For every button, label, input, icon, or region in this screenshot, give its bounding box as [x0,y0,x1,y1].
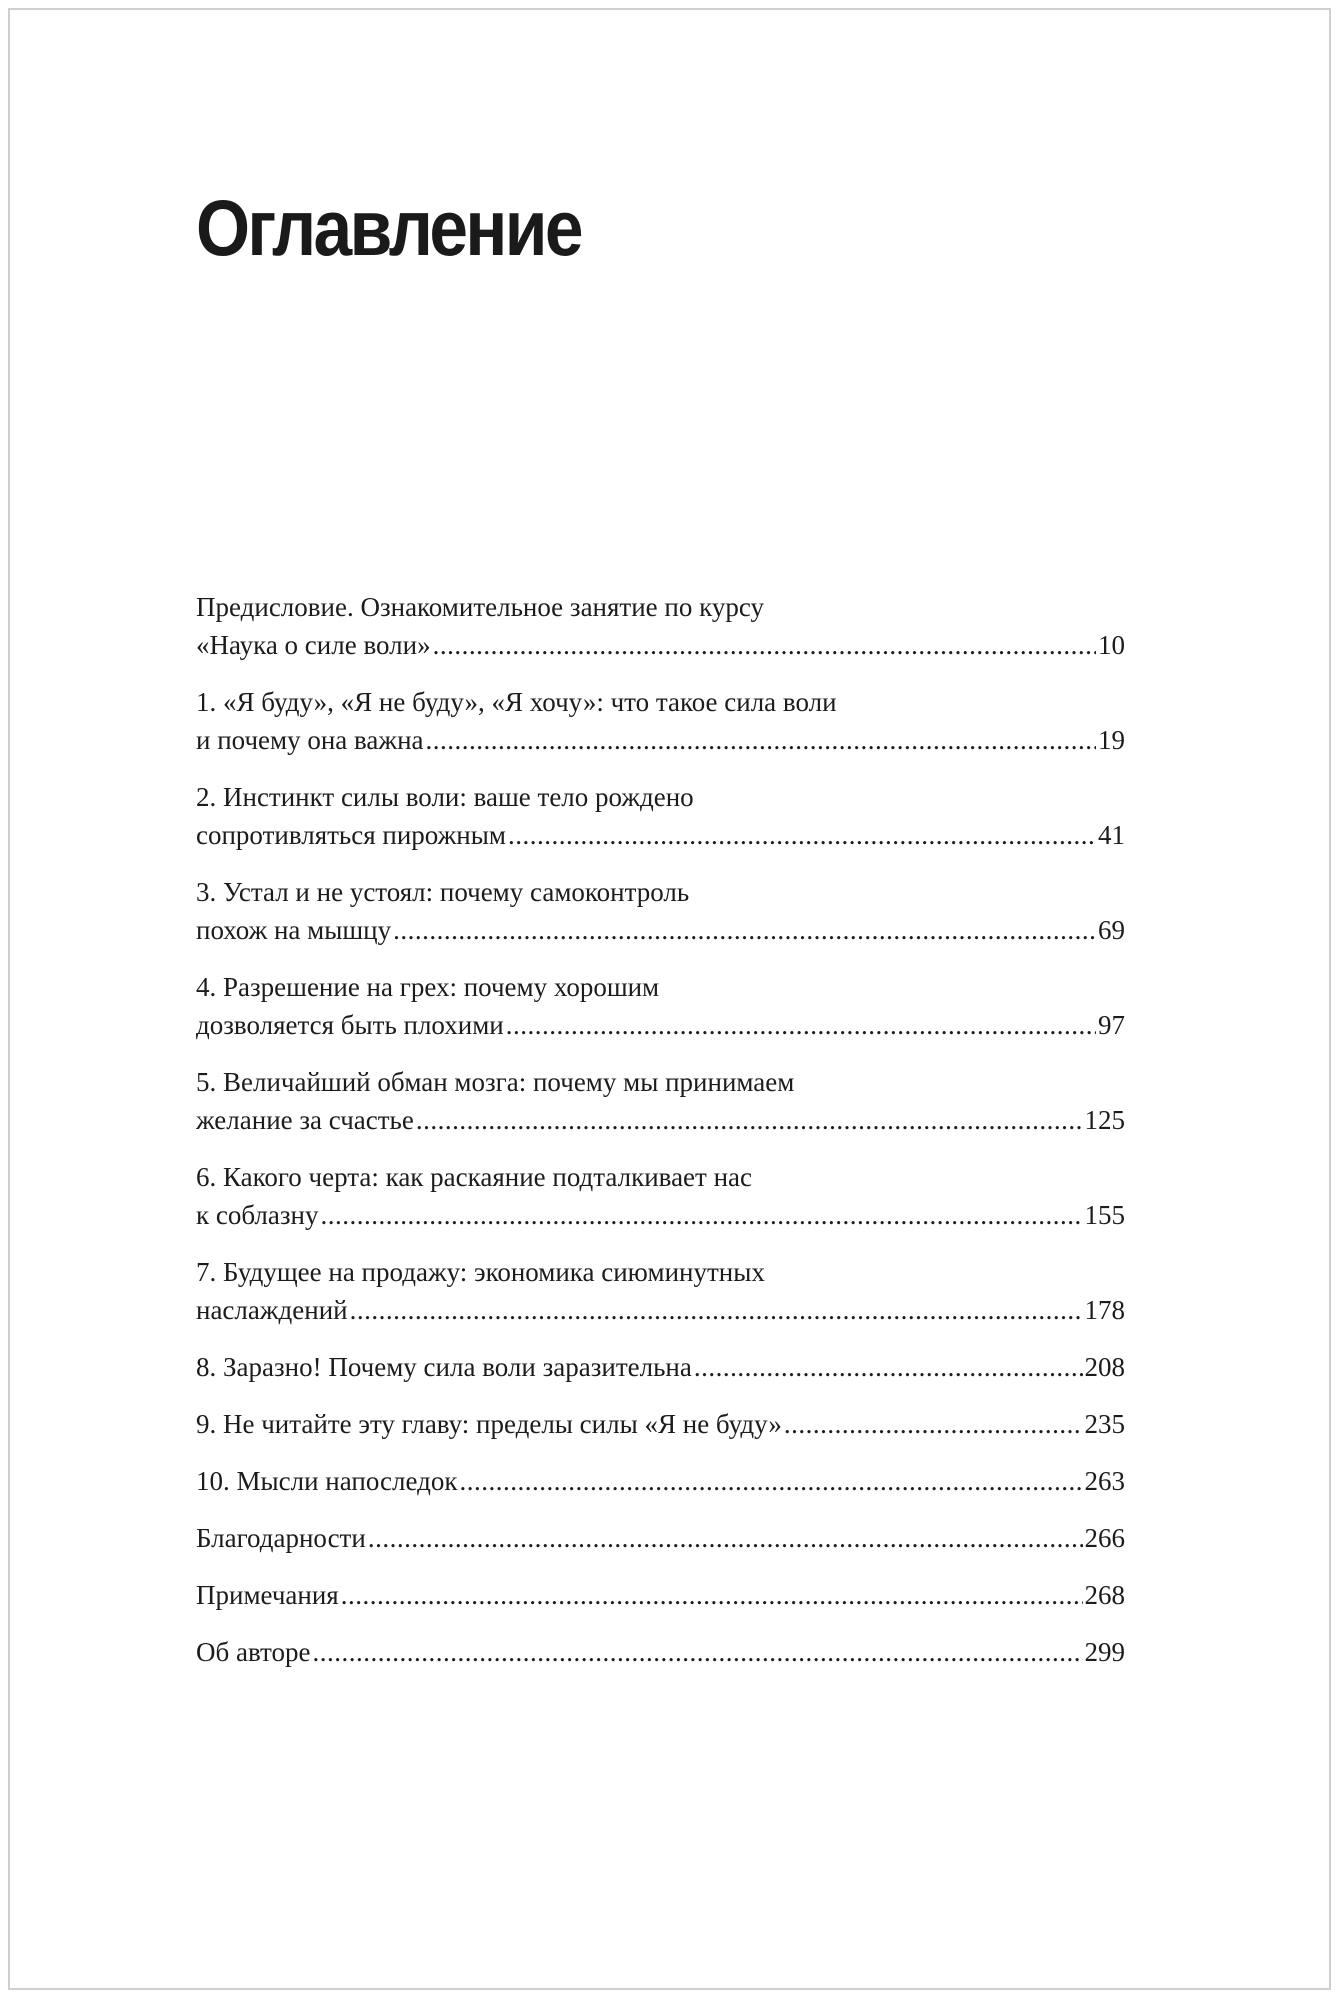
dot-leader [508,816,1096,854]
entry-text-first-line: 5. Величайший обман мозга: почему мы принимаем [196,1067,795,1097]
entry-text-last-line: Об авторе [196,1637,311,1667]
entry-leader-line [196,1462,1125,1500]
dot-leader [784,1405,1083,1443]
entry-leader-line [196,626,1125,664]
entry-text-last-line: наслаждений [196,1295,348,1325]
entry-leader-line [196,816,1125,854]
entry-text-first-line: 7. Будущее на продажу: экономика сиюминутных [196,1257,765,1287]
page-number: 125 [1084,1105,1125,1135]
page-number: 10 [1098,630,1125,660]
entry-leader-line [196,1291,1125,1329]
dot-leader [694,1348,1083,1386]
dot-leader [312,1633,1082,1671]
toc-list [196,588,1125,1690]
dot-leader [393,911,1096,949]
toc-entry-chapter-4[interactable] [196,968,1125,1044]
toc-entry-about-author[interactable] [196,1633,1125,1671]
toc-entry-chapter-1[interactable] [196,683,1125,759]
page-number: 155 [1084,1200,1125,1230]
entry-leader-line [196,1576,1125,1614]
dot-leader [350,1291,1083,1329]
page-number: 178 [1084,1295,1125,1325]
page-number: 97 [1098,1010,1125,1040]
toc-entry-chapter-6[interactable] [196,1158,1125,1234]
toc-entry-acknowledgements[interactable] [196,1519,1125,1557]
toc-entry-chapter-7[interactable] [196,1253,1125,1329]
entry-text-last-line: 9. Не читайте эту главу: пределы силы «Я не буду» [196,1409,782,1439]
entry-text-first-line: Предисловие. Ознакомительное занятие по курсу [196,592,764,622]
page-number: 41 [1098,820,1125,850]
entry-leader-line [196,1006,1125,1044]
dot-leader [433,626,1096,664]
entry-leader-line [196,1405,1125,1443]
entry-leader-line [196,1101,1125,1139]
dot-leader [459,1462,1082,1500]
entry-leader-line [196,1348,1125,1386]
entry-text-last-line: и почему она важна [196,725,424,755]
page-number: 69 [1098,915,1125,945]
entry-leader-line [196,1633,1125,1671]
toc-entry-notes[interactable] [196,1576,1125,1614]
entry-leader-line [196,911,1125,949]
entry-text-last-line: Благодарности [196,1523,366,1553]
entry-leader-line [196,1519,1125,1557]
toc-entry-chapter-3[interactable] [196,873,1125,949]
toc-entry-chapter-2[interactable] [196,778,1125,854]
toc-entry-chapter-5[interactable] [196,1063,1125,1139]
dot-leader [426,721,1097,759]
dot-leader [321,1196,1083,1234]
entry-text-last-line: «Наука о силе воли» [196,630,431,660]
entry-text-last-line: желание за счастье [196,1105,414,1135]
entry-text-last-line: сопротивляться пирожным [196,820,506,850]
page-number: 235 [1084,1409,1125,1439]
page-number: 299 [1084,1637,1125,1667]
page-number: 208 [1084,1352,1125,1382]
entry-text-first-line: 6. Какого черта: как раскаяние подталкивает нас [196,1162,753,1192]
entry-leader-line [196,1196,1125,1234]
entry-text-first-line: 2. Инстинкт силы воли: ваше тело рождено [196,782,694,812]
entry-text-first-line: 1. «Я буду», «Я не буду», «Я хочу»: что такое сила воли [196,687,837,717]
page-number: 268 [1084,1580,1125,1610]
dot-leader [506,1006,1096,1044]
toc-entry-foreword[interactable] [196,588,1125,664]
dot-leader [341,1576,1083,1614]
entry-text-first-line: 3. Устал и не устоял: почему самоконтроль [196,877,690,907]
toc-entry-chapter-10[interactable] [196,1462,1125,1500]
toc-entry-chapter-8[interactable] [196,1348,1125,1386]
entry-text-last-line: похож на мышцу [196,915,392,945]
page-number: 19 [1098,725,1125,755]
page-number: 266 [1084,1523,1125,1553]
entry-leader-line [196,721,1125,759]
dot-leader [416,1101,1083,1139]
page-title: Оглавление [196,183,581,272]
entry-text-last-line: 10. Мысли напоследок [196,1466,458,1496]
page-number: 263 [1084,1466,1125,1496]
entry-text-last-line: к соблазну [196,1200,319,1230]
entry-text-last-line: дозволяется быть плохими [196,1010,504,1040]
dot-leader [368,1519,1083,1557]
entry-text-last-line: Примечания [196,1580,339,1610]
entry-text-last-line: 8. Заразно! Почему сила воли заразительна [196,1352,692,1382]
page-frame [8,8,1331,1990]
toc-entry-chapter-9[interactable] [196,1405,1125,1443]
entry-text-first-line: 4. Разрешение на грех: почему хорошим [196,972,660,1002]
